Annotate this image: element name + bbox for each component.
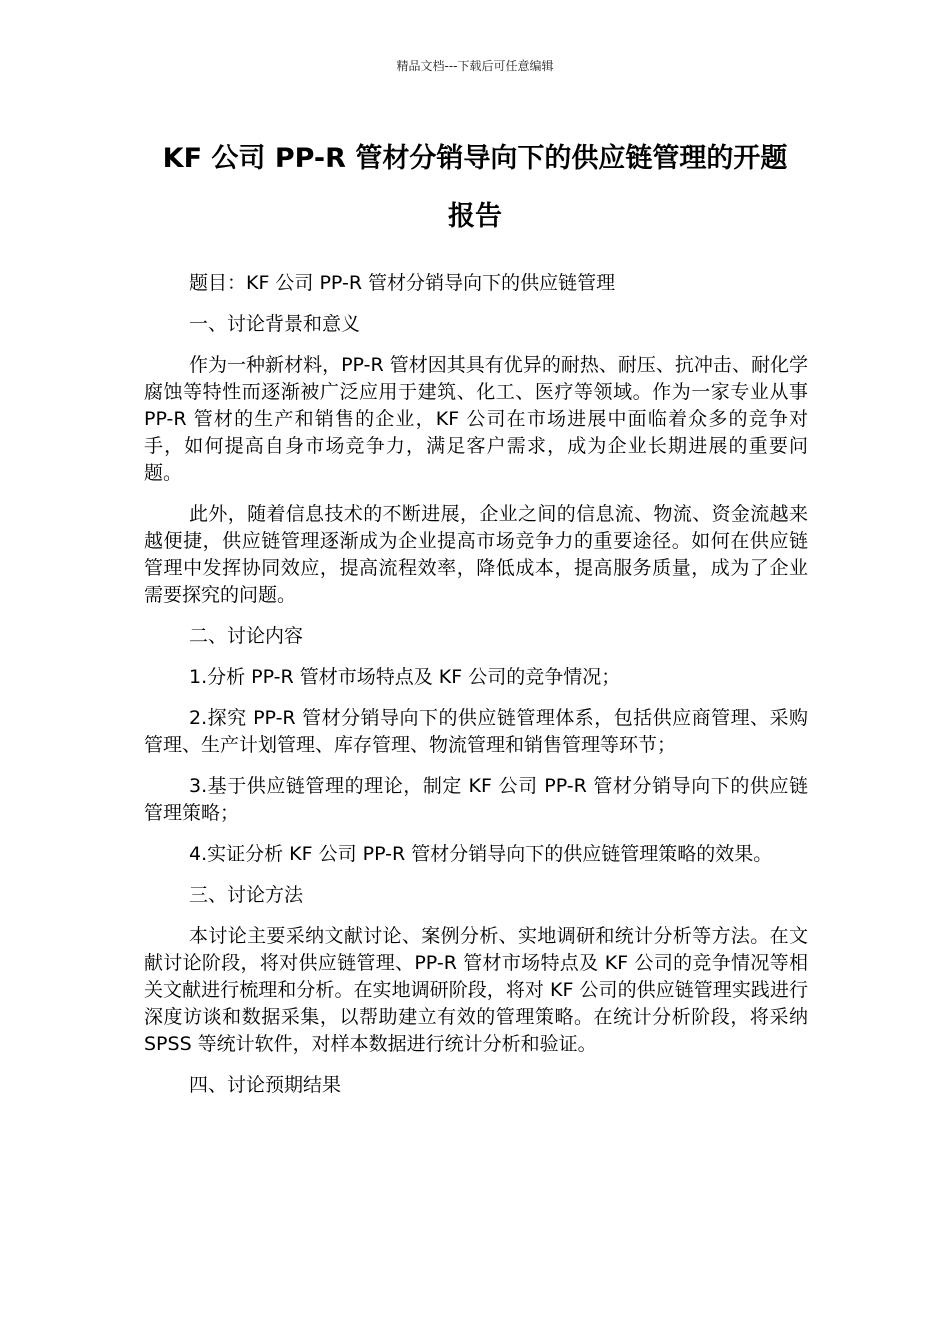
section-heading-background: 一、讨论背景和意义 — [189, 313, 361, 335]
content-item-4: 4.实证分析 KF 公司 PP-R 管材分销导向下的供应链管理策略的效果。 — [189, 843, 773, 865]
title-line-2: 报告 — [448, 201, 502, 232]
content-item-2: 2.探究 PP-R 管材分销导向下的供应链管理体系，包括供应商管理、采购管理、生产计划管理、库存管理、物流管理和销售管理等环节； — [144, 707, 808, 756]
document-title — [140, 130, 810, 246]
topic-line: 题目：KF 公司 PP-R 管材分销导向下的供应链管理 — [189, 272, 616, 294]
title-line-1: KF 公司 PP-R 管材分销导向下的供应链管理的开题 — [162, 143, 788, 174]
section-heading-expected-results: 四、讨论预期结果 — [189, 1074, 342, 1096]
content-item-3: 3.基于供应链管理的理论，制定 KF 公司 PP-R 管材分销导向下的供应链管理策略； — [144, 775, 808, 824]
section-heading-content: 二、讨论内容 — [189, 625, 304, 647]
header-note: 精品文档---下载后可任意编辑 — [396, 59, 554, 73]
paragraph-background-1: 作为一种新材料，PP-R 管材因其具有优异的耐热、耐压、抗冲击、耐化学腐蚀等特性而逐渐被广泛应用于建筑、化工、医疗等领域。作为一家专业从事 PP-R 管材的生产和销售的企业，KF 公司在市场进展中面临着众多的竞争对手，如何提高自身市场竞争力，满足客户需求，成为企业长期进展的重要问题。 — [144, 354, 808, 484]
paragraph-background-2: 此外，随着信息技术的不断进展，企业之间的信息流、物流、资金流越来越便捷，供应链管理逐渐成为企业提高市场竞争力的重要途径。如何在供应链管理中发挥协同效应，提高流程效率，降低成本，提高服务质量，成为了企业需要探究的问题。 — [144, 503, 808, 606]
content-item-1: 1.分析 PP-R 管材市场特点及 KF 公司的竞争情况； — [189, 666, 621, 688]
document-body — [144, 270, 808, 1113]
paragraph-method: 本讨论主要采纳文献讨论、案例分析、实地调研和统计分析等方法。在文献讨论阶段，将对供应链管理、PP-R 管材市场特点及 KF 公司的竞争情况等相关文献进行梳理和分析。在实地调研阶段，将对 KF 公司的供应链管理实践进行深度访谈和数据采集，以帮助建立有效的管理策略。在统计分析阶段，将采纳 SPSS 等统计软件，对样本数据进行统计分析和验证。 — [144, 925, 808, 1055]
section-heading-method: 三、讨论方法 — [189, 884, 304, 906]
